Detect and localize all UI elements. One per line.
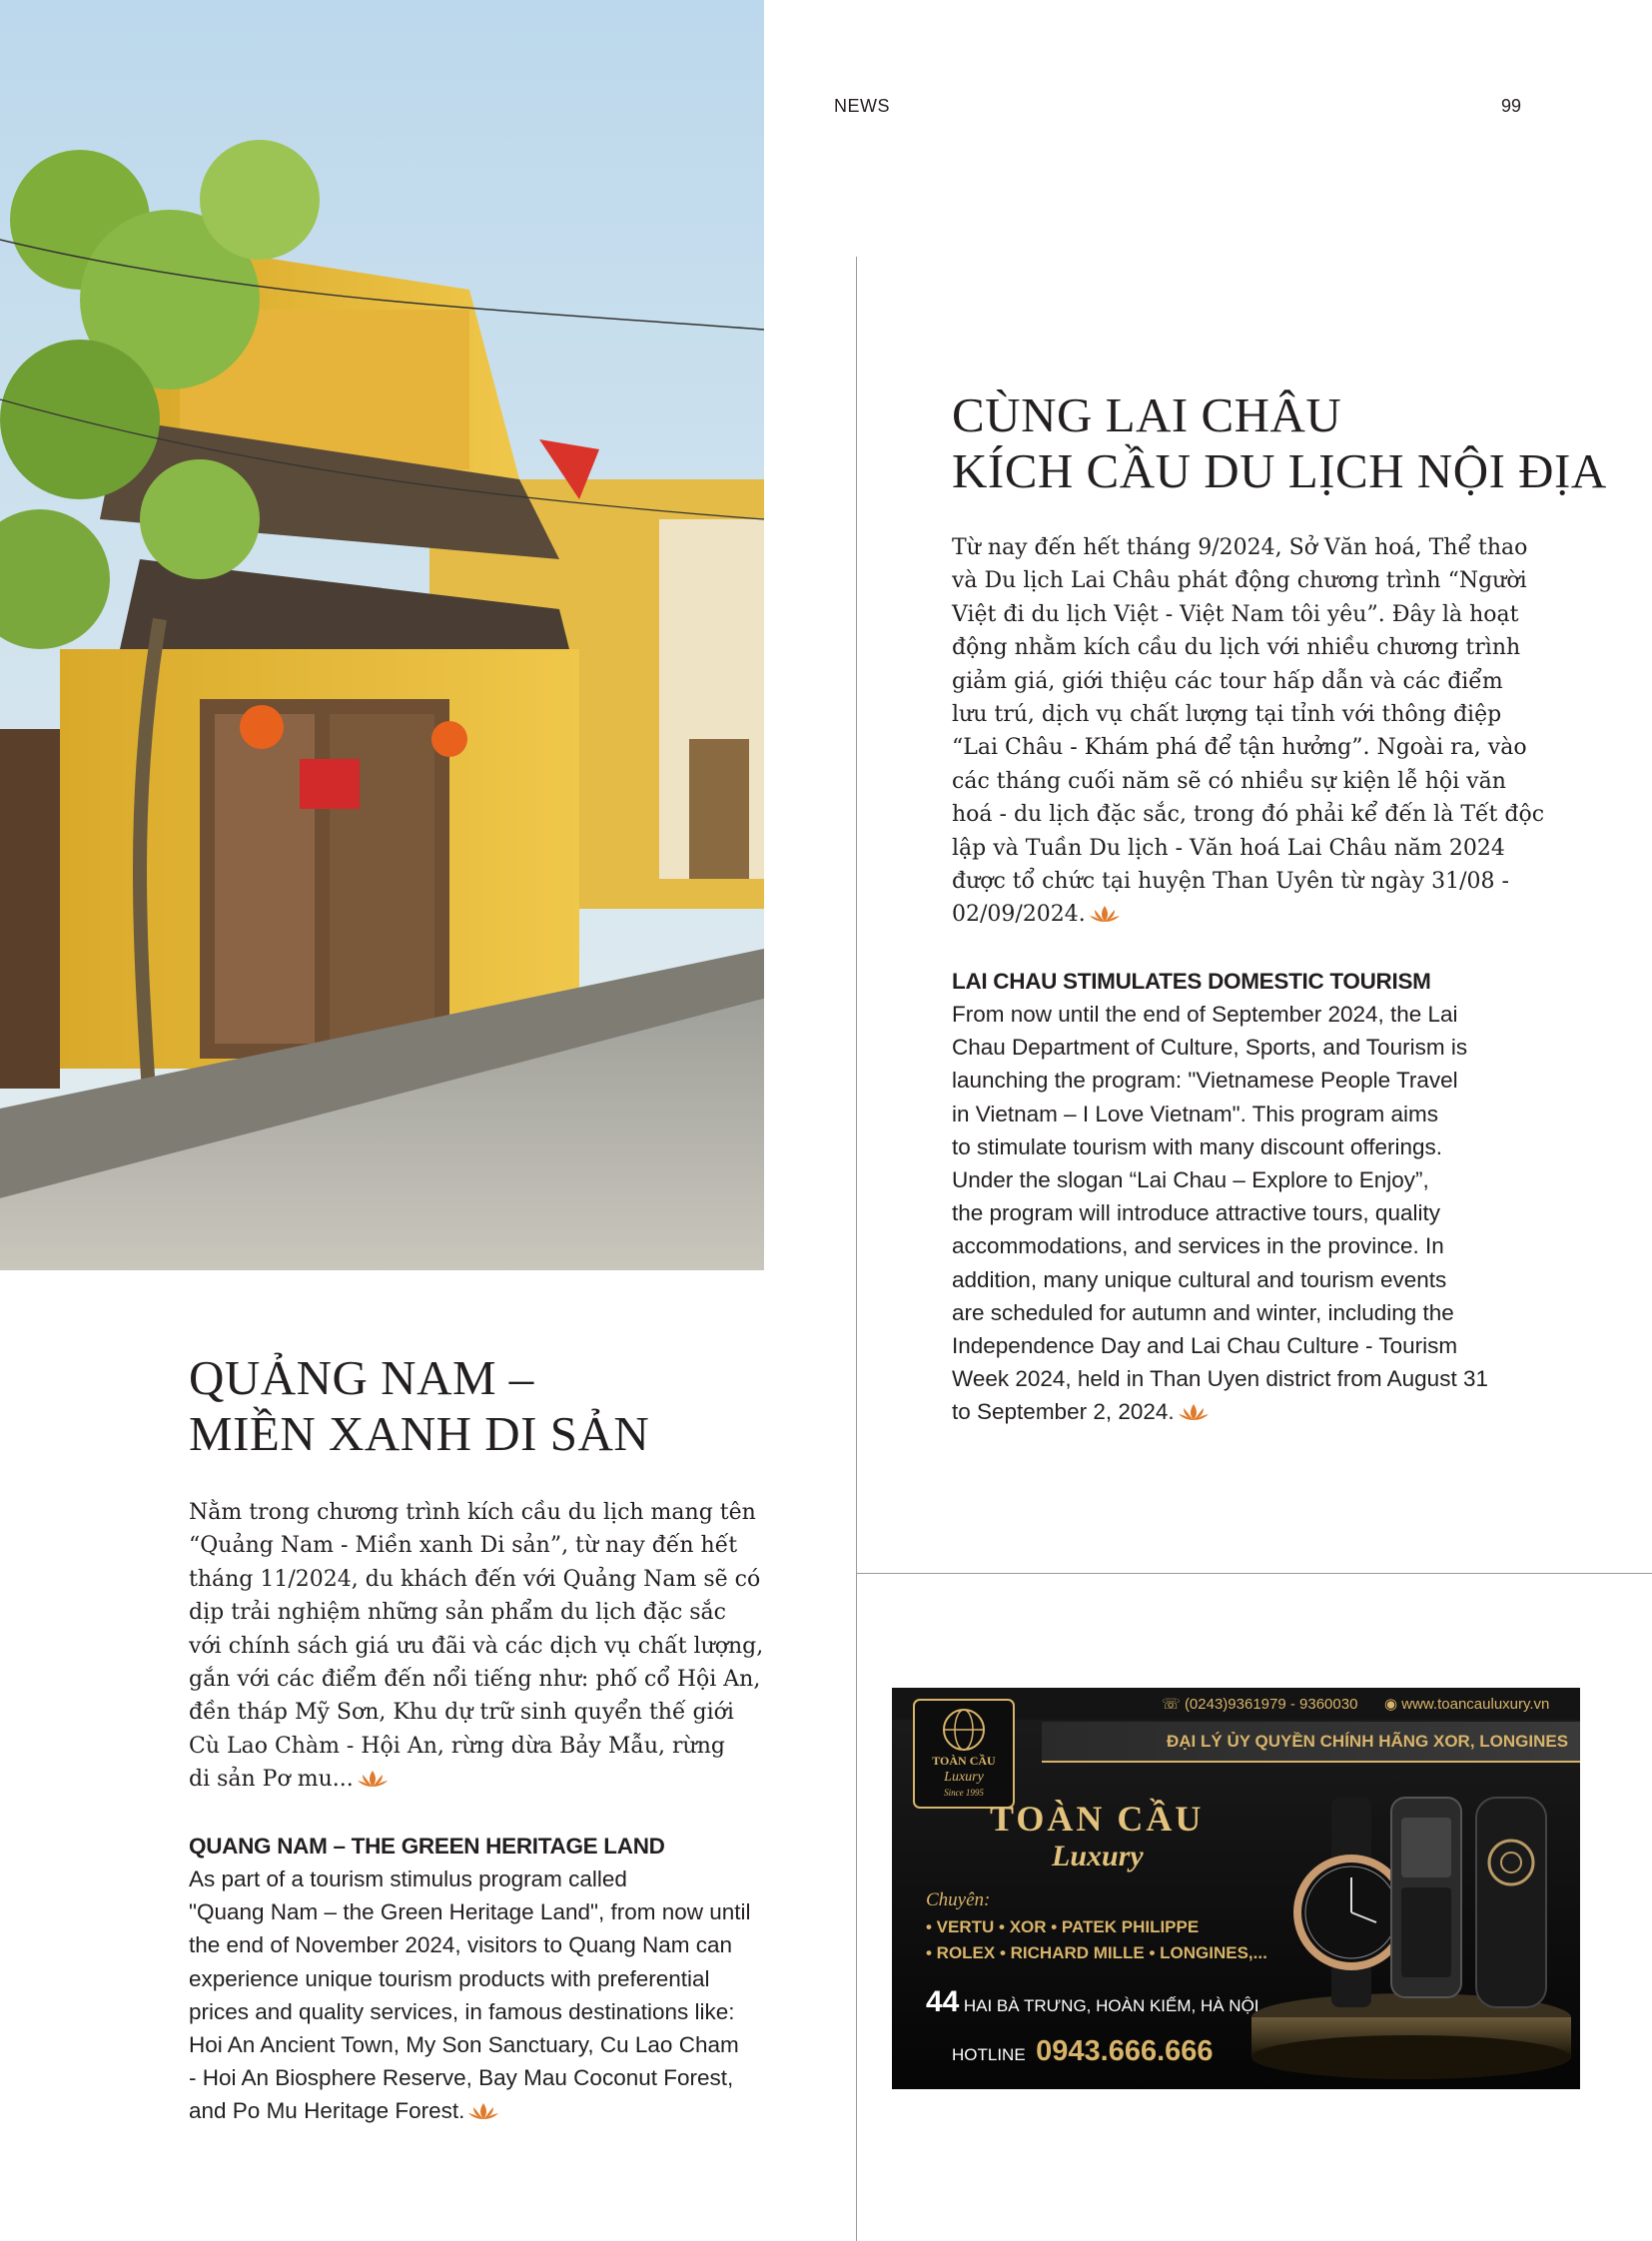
lai-chau-en-section <box>952 965 1571 1429</box>
quang-nam-headline <box>189 1350 788 1462</box>
vi-line: hoá - du lịch đặc sắc, trong đó phải kể đến là Tết độc <box>952 802 1545 828</box>
vi-line: các tháng cuối năm sẽ có nhiều sự kiện lễ hội văn <box>952 768 1506 794</box>
ad-brands-line-1: • VERTU • XOR • PATEK PHILIPPE <box>926 1917 1200 1936</box>
vi-line-text: 02/09/2024. <box>952 902 1086 928</box>
vi-line: Từ nay đến hết tháng 9/2024, Sở Văn hoá, Thể thao <box>952 535 1528 560</box>
ad-hotline[interactable] <box>952 2035 1214 2068</box>
en-line: the program will introduce attractive tours, quality <box>952 1200 1440 1226</box>
vi-line: “Lai Châu - Khám phá để tận hưởng”. Ngoài ra, vào <box>952 735 1527 761</box>
en-line-last <box>952 1395 1571 1428</box>
vi-line: và Du lịch Lai Châu phát động chương trình “Người <box>952 568 1527 594</box>
ad-hotline-number: 0943.666.666 <box>1036 2035 1214 2067</box>
ad-brands-line-2: • ROLEX • RICHARD MILLE • LONGINES,... <box>926 1943 1267 1962</box>
toan-cau-luxury-ad[interactable] <box>892 1688 1580 2089</box>
ad-speciality-label: Chuyên: <box>926 1889 991 1910</box>
quang-nam-vi-body <box>189 1496 788 1797</box>
en-line: experience unique tourism products with preferential <box>189 1965 710 1991</box>
ad-brand-script: Luxury <box>1052 1840 1144 1872</box>
vi-line: động nhằm kích cầu du lịch với nhiều chương trình <box>952 635 1521 661</box>
page-number: 99 <box>1501 96 1522 116</box>
vi-line: Cù Lao Chàm - Hội An, rừng dừa Bảy Mẫu, rừng <box>189 1733 725 1759</box>
ad-phone[interactable] <box>1162 1695 1357 1713</box>
en-line: launching the program: "Vietnamese People Travel <box>952 1068 1458 1094</box>
headline-line-1: QUẢNG NAM – <box>189 1350 534 1405</box>
en-line: Under the slogan “Lai Chau – Explore to Enjoy”, <box>952 1167 1429 1193</box>
section-label: NEWS <box>834 96 890 116</box>
en-line: Hoi An Ancient Town, My Son Sanctuary, Cu Lao Cham <box>189 2032 739 2058</box>
vi-line-last <box>189 1763 788 1796</box>
vi-line: gắn với các điểm đến nổi tiếng như: phố cổ Hội An, <box>189 1667 761 1693</box>
vi-line: tháng 11/2024, du khách đến với Quảng Nam sẽ có <box>189 1566 761 1592</box>
ad-address-text: HAI BÀ TRƯNG, HOÀN KIẾM, HÀ NỘI <box>963 1996 1259 2015</box>
lai-chau-vi-body <box>952 531 1571 932</box>
column-divider <box>856 257 857 2241</box>
en-line: From now until the end of September 2024, the Lai <box>952 1002 1458 1027</box>
vi-line-text: di sản Pơ mu... <box>189 1767 354 1793</box>
headline-line-2: MIỀN XANH DI SẢN <box>189 1406 650 1461</box>
ad-brand-main: TOÀN CẦU <box>990 1799 1205 1839</box>
phone-icon: ☏ <box>1162 1696 1185 1713</box>
vi-line: Việt đi du lịch Việt - Việt Nam tôi yêu”. Đây là hoạt <box>952 601 1519 627</box>
vi-line: được tổ chức tại huyện Than Uyên từ ngày 31/08 - <box>952 869 1509 895</box>
headline-line-2: KÍCH CẦU DU LỊCH NỘI ĐỊA <box>952 443 1607 498</box>
en-line-text: to September 2, 2024. <box>952 1399 1175 1425</box>
ad-logo-script: Luxury <box>944 1770 984 1785</box>
en-line: "Quang Nam – the Green Heritage Land", from now until <box>189 1899 751 1925</box>
vi-line: giảm giá, giới thiệu các tour hấp dẫn và các điểm <box>952 668 1503 694</box>
ad-logo-top: TOÀN CẦU <box>932 1754 996 1768</box>
en-line-last <box>189 2094 808 2127</box>
en-line: are scheduled for autumn and winter, including the <box>952 1299 1454 1325</box>
ad-website-text: www.toancauluxury.vn <box>1401 1696 1550 1713</box>
ad-phone-text: (0243)9361979 - 9360030 <box>1184 1696 1358 1713</box>
vi-line: đền tháp Mỹ Sơn, Khu dự trữ sinh quyển thế giới <box>189 1700 734 1726</box>
vi-line: dịp trải nghiệm những sản phẩm du lịch đặc sắc <box>189 1600 726 1626</box>
en-title: LAI CHAU STIMULATES DOMESTIC TOURISM <box>952 969 1431 994</box>
en-line: prices and quality services, in famous destinations like: <box>189 1998 735 2024</box>
vi-line: “Quảng Nam - Miền xanh Di sản”, từ nay đến hết <box>189 1533 738 1559</box>
en-line: Chau Department of Culture, Sports, and Tourism is <box>952 1035 1468 1061</box>
en-line: Independence Day and Lai Chau Culture - Tourism <box>952 1333 1458 1359</box>
ad-hotline-label: HOTLINE <box>952 2045 1026 2064</box>
vi-line: lập và Tuần Du lịch - Văn hoá Lai Châu năm 2024 <box>952 835 1505 861</box>
quang-nam-en-section <box>189 1830 808 2128</box>
lotus-icon <box>1179 1403 1209 1421</box>
en-line: the end of November 2024, visitors to Quang Nam can <box>189 1932 733 1958</box>
vi-line: lưu trú, dịch vụ chất lượng tại tỉnh với thông điệp <box>952 702 1502 728</box>
vi-line-last <box>952 898 1571 931</box>
en-line: - Hoi An Biosphere Reserve, Bay Mau Coconut Forest, <box>189 2065 734 2091</box>
globe-icon: ◉ <box>1384 1696 1402 1713</box>
section-divider <box>857 1573 1652 1574</box>
en-line: to stimulate tourism with many discount offerings. <box>952 1133 1443 1159</box>
lotus-icon <box>1090 905 1120 923</box>
lotus-icon <box>358 1770 388 1788</box>
en-line: addition, many unique cultural and tourism events <box>952 1266 1447 1292</box>
en-line: As part of a tourism stimulus program called <box>189 1867 627 1891</box>
vi-line: Nằm trong chương trình kích cầu du lịch mang tên <box>189 1500 756 1525</box>
ad-address <box>926 1985 1259 2019</box>
hoi-an-street-photo <box>0 0 764 1270</box>
en-line-text: and Po Mu Heritage Forest. <box>189 2098 465 2124</box>
ad-website[interactable] <box>1384 1695 1549 1713</box>
ad-authorized-dealer: ĐẠI LÝ ỦY QUYỀN CHÍNH HÃNG XOR, LONGINES <box>1167 1732 1569 1751</box>
vi-line: với chính sách giá ưu đãi và các dịch vụ chất lượng, <box>189 1633 764 1659</box>
headline-line-1: CÙNG LAI CHÂU <box>952 387 1342 442</box>
ad-address-number: 44 <box>926 1985 960 2018</box>
ad-logo-since: Since 1995 <box>944 1788 984 1798</box>
en-title: QUANG NAM – THE GREEN HERITAGE LAND <box>189 1834 665 1859</box>
en-line: in Vietnam – I Love Vietnam". This program aims <box>952 1101 1438 1126</box>
lai-chau-headline <box>952 387 1631 499</box>
en-line: accommodations, and services in the province. In <box>952 1233 1444 1259</box>
en-line: Week 2024, held in Than Uyen district from August 31 <box>952 1366 1488 1392</box>
lotus-icon <box>468 2102 498 2120</box>
